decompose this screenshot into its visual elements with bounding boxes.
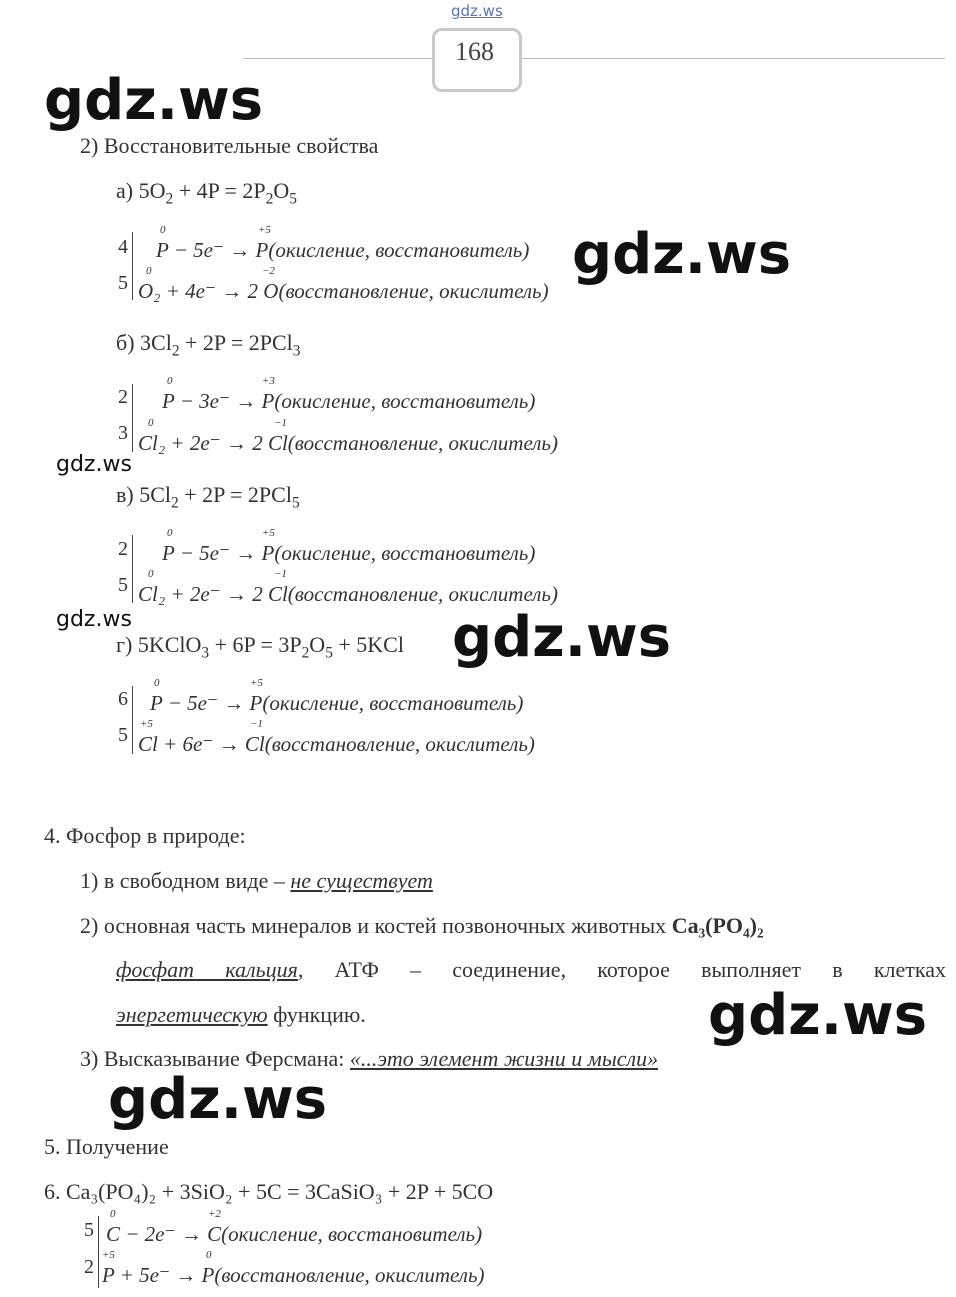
watermark: gdz.ws bbox=[44, 68, 264, 133]
half-reaction: P − 3e⁻ → P(окисление, восстановитель) bbox=[162, 389, 536, 413]
oxidation-state: +5 bbox=[250, 677, 263, 689]
list-item-continuation: энергетическую функцию. bbox=[116, 1002, 366, 1027]
oxidation-state: +3 bbox=[262, 375, 275, 387]
half-reaction: C − 2e⁻ → C(окисление, восстановитель) bbox=[106, 1222, 483, 1246]
equation-a: а) $5O_2 + 4P = 2P_2O_5$ bbox=[116, 178, 297, 208]
oxidation-state: +5 bbox=[140, 718, 153, 730]
coefficient: 3 bbox=[118, 422, 128, 444]
equation-g: г) 5KClO$_3$ + $6P = 3P_2O_5 + 5KCl$ bbox=[116, 632, 404, 662]
header-rule-right bbox=[520, 58, 945, 59]
half-reaction: O₂ + 4e⁻ → 2 O(восстановление, окислитель) bbox=[138, 279, 549, 303]
oxidation-state: −1 bbox=[250, 718, 263, 730]
balance-bar bbox=[132, 535, 133, 603]
oxidation-state: 0 bbox=[167, 375, 173, 387]
half-reaction: P + 5e⁻ → P(восстановление, окислитель) bbox=[102, 1263, 485, 1287]
watermark: gdz.ws bbox=[108, 1067, 328, 1132]
coefficient: 2 bbox=[118, 386, 128, 408]
half-reaction: P − 5e⁻ → P(окисление, восстановитель) bbox=[162, 541, 536, 565]
page-number: 168 bbox=[455, 37, 494, 66]
oxidation-state: +5 bbox=[262, 527, 275, 539]
half-reaction: P − 5e⁻ → P(окисление, восстановитель) bbox=[150, 691, 524, 715]
oxidation-state: +5 bbox=[258, 224, 271, 236]
coefficient: 5 bbox=[118, 724, 128, 746]
section-title: 2) Восстановительные свойства bbox=[80, 133, 379, 158]
list-item: 3) Высказывание Ферсмана: «...это элемент жизни и мысли» bbox=[80, 1046, 659, 1071]
half-reaction: Cl + 6e⁻ → Cl(восстановление, окислитель) bbox=[138, 732, 535, 756]
section-title: 4. Фосфор в природе: bbox=[44, 823, 246, 848]
watermark: gdz.ws bbox=[572, 222, 792, 287]
coefficient: 2 bbox=[118, 538, 128, 560]
list-item-continuation: фосфат кальция, АТФ – соединение, которое выполняет в клетках bbox=[116, 957, 946, 982]
half-reaction: P − 5e⁻ → P(окисление, восстановитель) bbox=[156, 238, 530, 262]
oxidation-state: 0 bbox=[148, 568, 154, 580]
oxidation-state: 0 bbox=[146, 265, 152, 277]
oxidation-state: 0 bbox=[167, 527, 173, 539]
watermark-top-link[interactable]: gdz.ws bbox=[451, 2, 503, 20]
half-reaction: Cl₂ + 2e⁻ → 2 Cl(восстановление, окислитель) bbox=[138, 582, 558, 606]
balance-bar bbox=[98, 1216, 99, 1288]
oxidation-state: −1 bbox=[274, 568, 287, 580]
coefficient: 2 bbox=[84, 1256, 94, 1278]
oxidation-state: 0 bbox=[160, 224, 166, 236]
oxidation-state: +5 bbox=[102, 1249, 115, 1261]
list-item: 2) основная часть минералов и костей позвоночных животных Ca₃(PO₄)₂ bbox=[80, 913, 764, 938]
oxidation-state: 0 bbox=[110, 1208, 116, 1220]
oxidation-state: 0 bbox=[154, 677, 160, 689]
balance-bar bbox=[132, 686, 133, 754]
oxidation-state: +2 bbox=[208, 1208, 221, 1220]
balance-bar bbox=[132, 384, 133, 452]
watermark: gdz.ws bbox=[56, 452, 132, 477]
watermark: gdz.ws bbox=[56, 607, 132, 632]
watermark: gdz.ws bbox=[708, 983, 928, 1048]
section-title: 6. Ca₃(PO₄)₂ + 3SiO₂ + 5C = 3CaSiO₃ + 2P + 5CO bbox=[44, 1179, 494, 1204]
header-rule-left bbox=[243, 58, 433, 59]
list-item: 1) в свободном виде – не существует bbox=[80, 868, 433, 893]
half-reaction: Cl₂ + 2e⁻ → 2 Cl(восстановление, окислитель) bbox=[138, 431, 558, 455]
coefficient: 5 bbox=[118, 574, 128, 596]
coefficient: 5 bbox=[118, 272, 128, 294]
equation-b: б) $3Cl_2 + 2P = 2PCl_3$ bbox=[116, 330, 301, 360]
balance-bar bbox=[132, 232, 133, 300]
coefficient: 4 bbox=[118, 236, 128, 258]
coefficient: 6 bbox=[118, 688, 128, 710]
oxidation-state: −2 bbox=[262, 265, 275, 277]
coefficient: 5 bbox=[84, 1219, 94, 1241]
section-title: 5. Получение bbox=[44, 1134, 169, 1159]
oxidation-state: 0 bbox=[148, 417, 154, 429]
watermark: gdz.ws bbox=[452, 605, 672, 670]
equation-v: в) $5Cl_2 + 2P = 2PCl_5$ bbox=[116, 482, 300, 512]
oxidation-state: −1 bbox=[274, 417, 287, 429]
oxidation-state: 0 bbox=[206, 1249, 212, 1261]
